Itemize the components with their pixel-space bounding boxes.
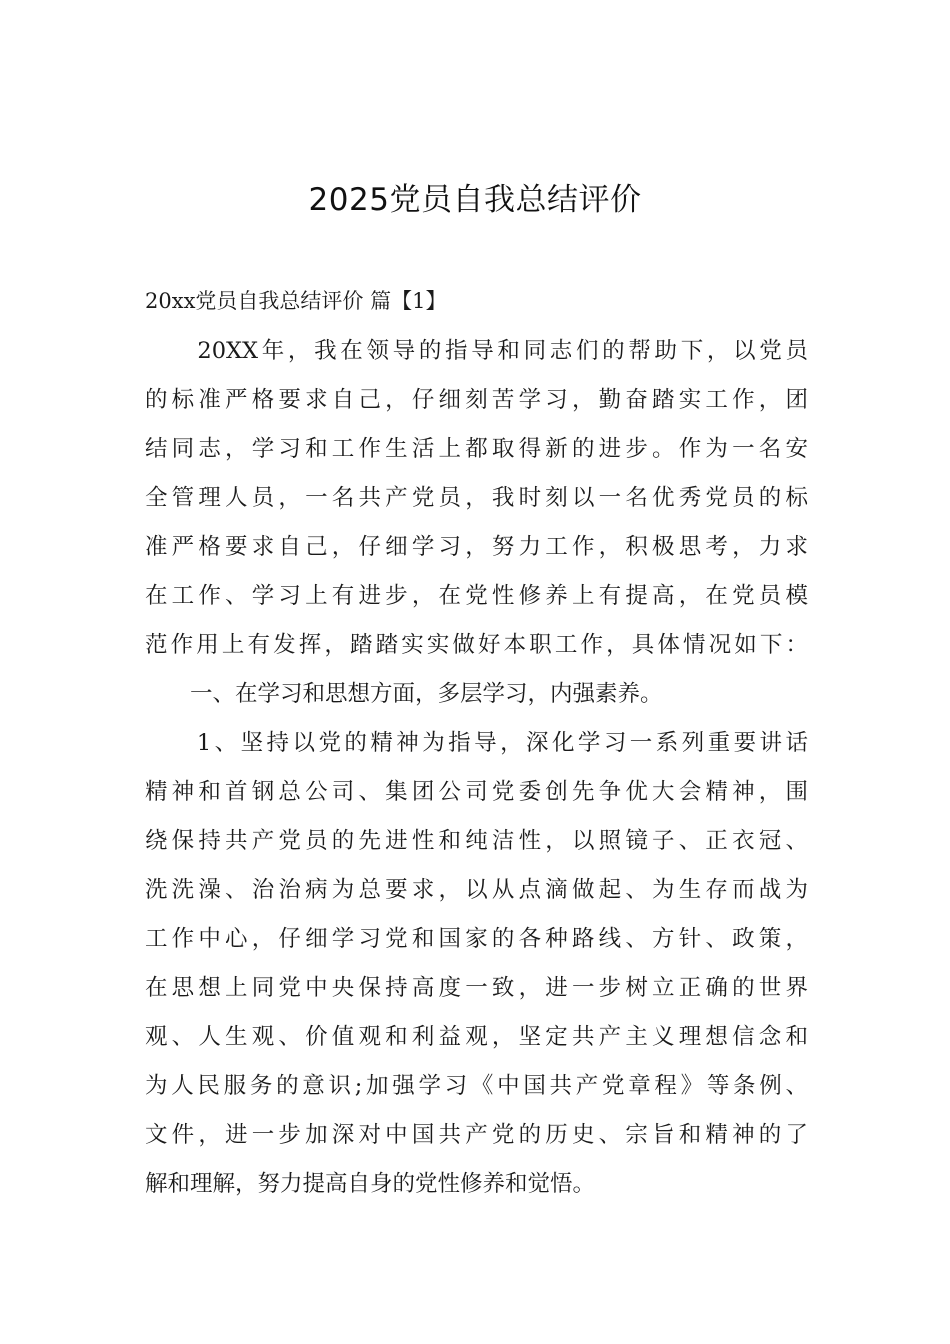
body-line: 全管理人员，一名共产党员，我时刻以一名优秀党员的标 (145, 485, 808, 511)
body-line: 准严格要求自己，仔细学习，努力工作，积极思考，力求 (145, 534, 808, 560)
body-line: 绕保持共产党员的先进性和纯洁性，以照镜子、正衣冠、 (145, 828, 808, 854)
body-line: 范作用上有发挥，踏踏实实做好本职工作，具体情况如下： (145, 632, 808, 658)
document-title: 2025党员自我总结评价 (308, 182, 642, 218)
body-line: 精神和首钢总公司、集团公司党委创先争优大会精神，围 (145, 779, 808, 805)
body-line: 20XX年，我在领导的指导和同志们的帮助下，以党员 (145, 338, 808, 364)
body-line: 1、坚持以党的精神为指导，深化学习一系列重要讲话 (145, 730, 808, 756)
body-line: 为人民服务的意识;加强学习《中国共产党章程》等条例、 (145, 1073, 808, 1099)
body-line: 文件，进一步加深对中国共产党的历史、宗旨和精神的了 (145, 1122, 808, 1148)
body-line: 结同志，学习和工作生活上都取得新的进步。作为一名安 (145, 436, 808, 462)
body-line: 在思想上同党中央保持高度一致，进一步树立正确的世界 (145, 975, 808, 1001)
body-line: 在工作、学习上有进步，在党性修养上有提高，在党员模 (145, 583, 808, 609)
body-line: 的标准严格要求自己，仔细刻苦学习，勤奋踏实工作，团 (145, 387, 808, 413)
section-heading: 20xx党员自我总结评价 篇【1】 (145, 289, 447, 313)
body-line: 观、人生观、价值观和利益观，坚定共产主义理想信念和 (145, 1024, 808, 1050)
body-line: 一、在学习和思想方面，多层学习，内强素养。 (145, 681, 663, 707)
body-line: 解和理解，努力提高自身的党性修养和觉悟。 (145, 1171, 596, 1197)
body-line: 洗洗澡、治治病为总要求，以从点滴做起、为生存而战为 (145, 877, 808, 903)
body-line: 工作中心，仔细学习党和国家的各种路线、方针、政策， (145, 926, 808, 952)
